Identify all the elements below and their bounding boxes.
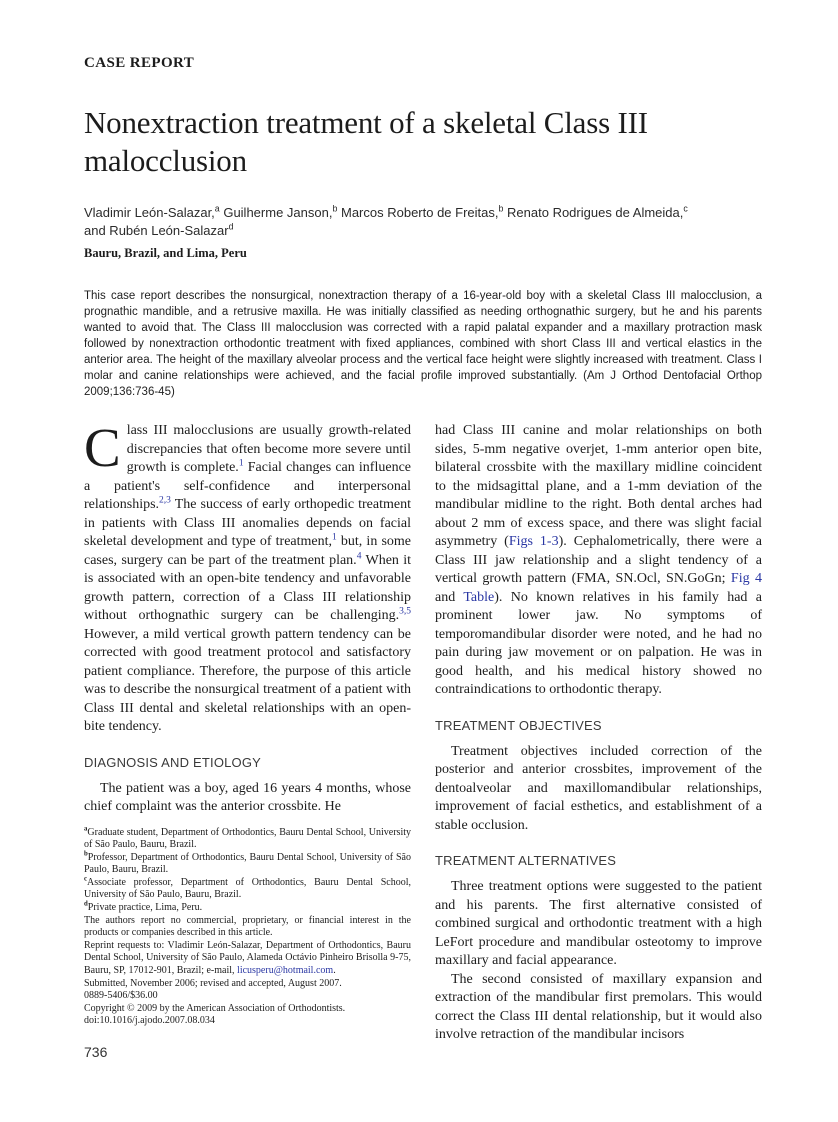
author-list	[84, 204, 762, 240]
objectives-paragraph: Treatment objectives included correction of the posterior and anterior crossbites, improvement of the dentoalveolar and maxillomandibular relationships, improvement of facial esthetics, and establishment of a stable occlusion.	[435, 743, 762, 833]
alternatives-paragraph-2: The second consisted of maxillary expansion and extraction of the mandibular first premolars. This would correct the Class III dental relationship, but it would also involve retraction of the mandibular incisors	[435, 971, 762, 1042]
section-heading-diagnosis: DIAGNOSIS AND ETIOLOGY	[84, 754, 262, 770]
reference-link-superscript[interactable]: 1	[332, 532, 337, 543]
article-title	[84, 104, 762, 180]
left-column	[84, 417, 412, 1045]
reference-link-superscript[interactable]: 3,5	[399, 606, 411, 617]
reference-link-superscript[interactable]: 1	[238, 458, 244, 469]
section-heading-objectives: TREATMENT OBJECTIVES	[435, 717, 602, 733]
reference-link-superscript[interactable]: 2,3	[159, 495, 171, 506]
footnote-submission-dates: Submitted, November 2006; revised and accepted, August 2007.	[84, 977, 342, 989]
footnote-marker: b	[84, 850, 88, 858]
footnote-issn-price: 0889-5406/$36.00	[84, 990, 158, 1002]
diagnosis-continuation-paragraph: had Class III canine and molar relationships on both sides, 5-mm negative overjet, 1-mm anterior open bite, bilateral crossbite with the maxillary midline coincident to the midsagittal plane, and a 1-mm deviation of the mandibular midline to the right. Both dental arches had about 2 mm of excess space, and there was slight facial asymmetry (Figs 1-3). Cephalometrically, there were a Class III jaw relationship and a slight tendency of a vertical growth pattern (FMA, SN.Ocl, SN.GoGn; Fig 4 and Table). No known relatives in his family had a prominent lower jaw. No symptoms of temporomandibular disorder were noted, and he had no pain during jaw movement or on palpation. He was in good health, and his medical history showed no contraindications to orthodontic therapy.	[435, 423, 762, 697]
reference-link-superscript[interactable]: 4	[356, 550, 362, 561]
alternatives-paragraph-1: Three treatment options were suggested to the patient and his parents. The first alternative consisted of combined surgical and orthodontic treatment with a high LeFort procedure and mandibular osteotomy to improve maxillary and facial appearance.	[435, 879, 762, 968]
two-column-body	[84, 417, 762, 1045]
article-type-kicker: CASE REPORT	[84, 55, 195, 71]
footnote-marker: c	[84, 875, 88, 883]
inline-link[interactable]: licusperu@hotmail.com	[237, 965, 334, 977]
drop-cap: C	[84, 417, 121, 478]
article-title-line: malocclusion	[84, 143, 247, 178]
section-heading-alternatives: TREATMENT ALTERNATIVES	[435, 853, 617, 868]
page-number: 736	[84, 1044, 108, 1060]
footnote-affiliation-a: $^a$Graduate student, Department of Orthodontics, Bauru Dental School, University of São Paulo, Bauru, Brazil.	[84, 825, 411, 851]
article-title-line: Nonextraction treatment of a skeletal Class III	[84, 105, 648, 140]
footnotes-block	[84, 827, 411, 1029]
intro-paragraph-text: lass III malocclusions are usually growth-related discrepancies that often become more severe until growth is complete.$^1$ Facial changes can influence a patient's self-confidence and interpersonal relationships.$^{2,3}$ The success of early orthopedic treatment in patients with Class III anomalies depends on facial skeletal development and type of treatment,$^1$ but, in some cases, surgery can be part of the treatment plan.$^4$ When it is associated with an open-bite tendency and unfavorable growth pattern, correction of a Class III relationship without orthognathic surgery can be challenging.$^{3,5}$ However, a mild vertical growth pattern tendency can be corrected with good treatment protocol and satisfactory patient compliance. Therefore, the purpose of this article was to describe the nonsurgical treatment of a patient with Class III dental and skeletal relationships with an open-bite tendency.	[84, 423, 412, 734]
author-line: Vladimir León-Salazar,$^a$ Guilherme Janson,$^b$ Marcos Roberto de Freitas,$^b$ Renato Rodrigues de Almeida,$^c$	[84, 203, 688, 220]
footnote-reprint-requests: Reprint requests to: Vladimir León-Salazar, Department of Orthodontics, Bauru Dental School, University of São Paulo, Alameda Octávio Pinheiro Brisolla 9-75, Bauru, SP, 17012-901, Brazil; e-mail, licusperu@hotmail.com.	[84, 939, 411, 977]
affiliation-superscript: d	[228, 221, 234, 232]
inline-link[interactable]: Figs 1-3	[508, 534, 559, 549]
right-column	[435, 422, 762, 1045]
footnote-affiliation-b: $^b$Professor, Department of Orthodontics, Bauru Dental School, University of São Paulo, Bauru, Brazil.	[84, 850, 411, 876]
inline-link[interactable]: Fig 4	[730, 571, 762, 586]
footnote-doi: doi:10.1016/j.ajodo.2007.08.034	[84, 1015, 215, 1027]
intro-paragraph	[84, 417, 412, 737]
inline-link[interactable]: Table	[463, 589, 495, 605]
affiliation-superscript: b	[332, 203, 338, 214]
footnote-copyright: Copyright © 2009 by the American Association of Orthodontists.	[84, 1002, 346, 1014]
footnote-affiliation-c: $^c$Associate professor, Department of Orthodontics, Bauru Dental School, University of São Paulo, Bauru, Brazil.	[84, 875, 411, 901]
footnote-marker: a	[84, 825, 88, 833]
footnote-affiliation-d: $^d$Private practice, Lima, Peru.	[84, 900, 203, 914]
affiliation-superscript: c	[683, 203, 688, 214]
author-line: and Rubén León-Salazar$^d$	[84, 221, 234, 238]
affiliation-superscript: b	[498, 203, 504, 214]
footnote-disclosure: The authors report no commercial, proprietary, or financial interest in the products or companies described in this article.	[84, 914, 411, 939]
footnote-marker: d	[84, 900, 88, 908]
diagnosis-paragraph: The patient was a boy, aged 16 years 4 months, whose chief complaint was the anterior crossbite. He	[84, 780, 411, 814]
author-locations: Bauru, Brazil, and Lima, Peru	[84, 246, 247, 260]
abstract-paragraph: This case report describes the nonsurgical, nonextraction therapy of a 16-year-old boy with a skeletal Class III malocclusion, a prognathic mandible, and a retrusive maxilla. He was initially classified as needing orthognathic surgery, but he and his parents wanted to avoid that. The Class III malocclusion was corrected with a rapid palatal expander and a maxillary protraction mask followed by nonextraction orthodontic treatment with fixed appliances, combined with short Class III and vertical elastics in the anterior area. The height of the maxillary alveolar process and the vertical face height were slightly increased with treatment. Class I molar and canine relationships were achieved, and the facial profile improved substantially. (Am J Orthod Dentofacial Orthop 2009;136:736-45)	[84, 290, 762, 398]
affiliation-superscript: a	[214, 203, 220, 214]
